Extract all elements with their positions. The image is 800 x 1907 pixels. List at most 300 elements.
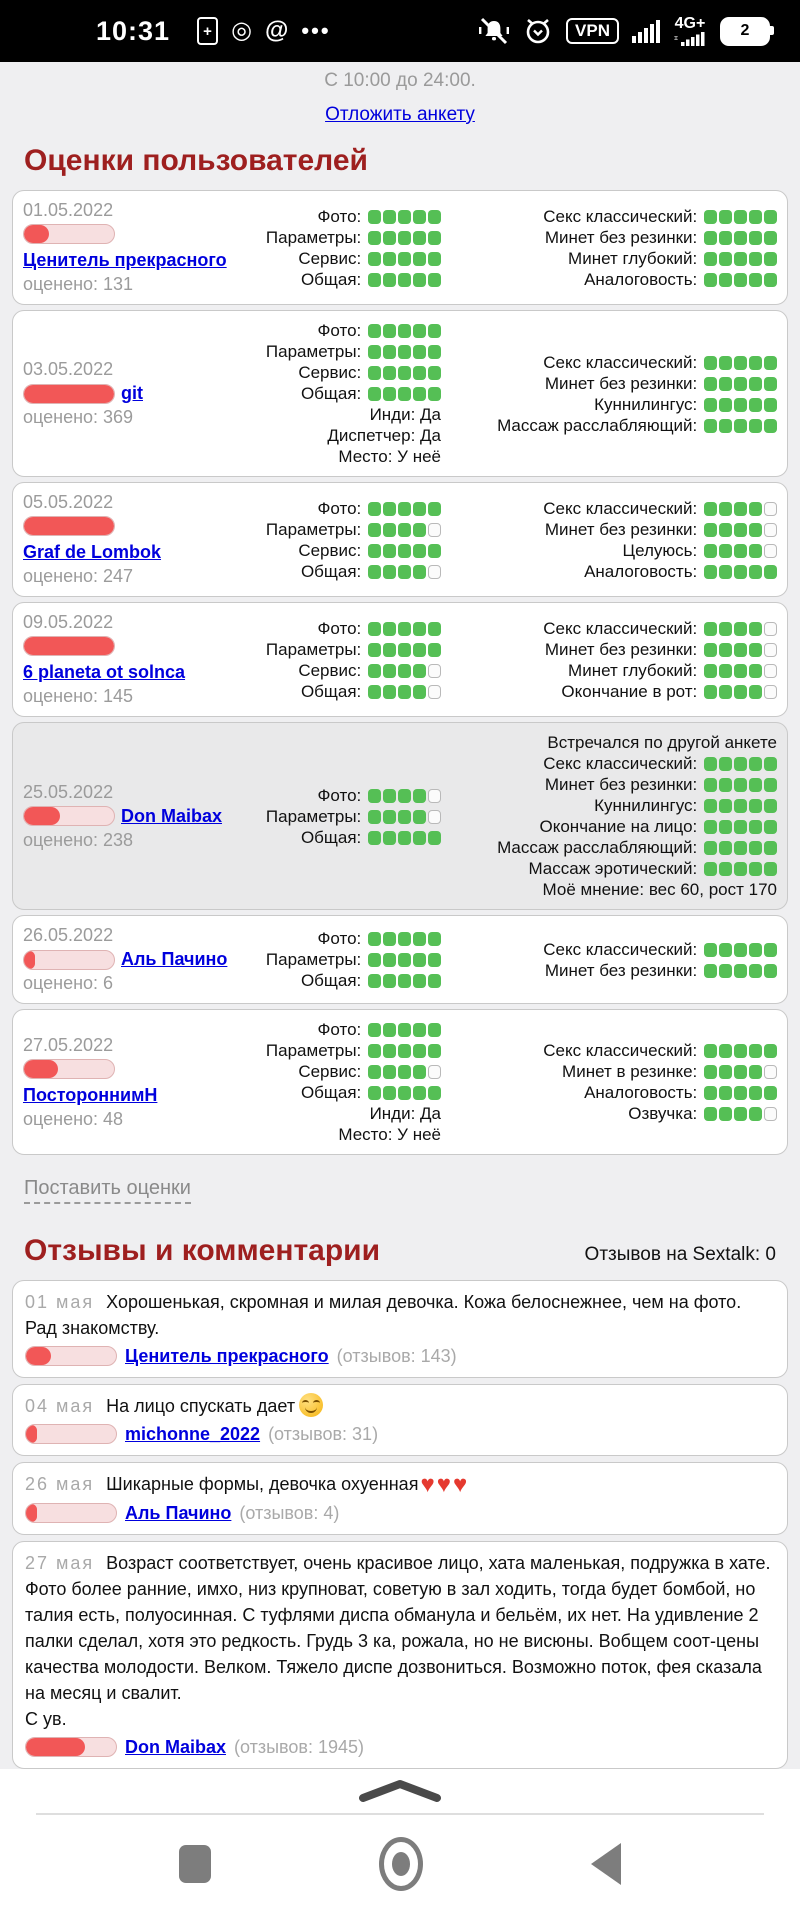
rating-row-label: Минет без резинки: [544, 227, 702, 247]
user-line [23, 806, 241, 827]
rating-squares [702, 249, 777, 268]
rating-square-filled [749, 1107, 762, 1121]
rating-squares [366, 828, 441, 847]
rating-square-filled [368, 953, 381, 967]
rating-square-filled [719, 273, 732, 287]
rating-squares [366, 562, 441, 581]
user-link[interactable]: Don Maibax [121, 805, 223, 826]
rating-square-filled [719, 778, 732, 792]
rating-square-filled [383, 789, 396, 803]
rating-row [441, 660, 777, 681]
rating-row [241, 928, 441, 949]
rating-squares [366, 1083, 441, 1102]
rating-square-filled [368, 565, 381, 579]
rating-square-filled [413, 1023, 426, 1037]
rating-squares [702, 228, 777, 247]
rating-square-filled [734, 565, 747, 579]
rating-square-filled [428, 974, 441, 988]
rating-squares [366, 249, 441, 268]
rating-square-filled [734, 841, 747, 855]
rating-card-middle [241, 785, 441, 848]
rating-card-left [23, 612, 241, 707]
review-text: 01 мая Хорошенькая, скромная и милая девочка. Кожа белоснежнее, чем на фото. Рад знакомству. [25, 1292, 742, 1338]
rating-row-label: Параметры: [265, 950, 366, 969]
rating-square-filled [749, 799, 762, 813]
rating-square-filled [749, 565, 762, 579]
rating-square-filled [413, 810, 426, 824]
rating-square-filled [704, 565, 717, 579]
rating-square-filled [704, 544, 717, 558]
rating-row-label: Общая: [300, 269, 366, 289]
review-text: 26 мая Шикарные формы, девочка охуенная♥♥♥ [25, 1471, 468, 1498]
rating-square-filled [428, 387, 441, 401]
rating-square-filled [734, 398, 747, 412]
rating-card-left [23, 359, 241, 428]
rating-square-filled [734, 1086, 747, 1100]
user-line [23, 224, 241, 271]
rating-extra-text: Моё мнение: вес 60, рост 170 [542, 880, 777, 899]
rating-square-filled [719, 252, 732, 266]
rating-square-empty [428, 664, 441, 678]
rating-square-filled [734, 799, 747, 813]
rating-card-left [23, 782, 241, 851]
rating-row [441, 206, 777, 227]
rating-row [441, 837, 777, 858]
rating-row-label: Общая: [300, 384, 366, 403]
rating-square-filled [398, 622, 411, 636]
rating-row [441, 816, 777, 837]
rating-square-filled [413, 643, 426, 657]
rating-square-filled [428, 366, 441, 380]
user-line [23, 1059, 241, 1106]
rating-square-filled [368, 622, 381, 636]
rating-square-filled [383, 810, 396, 824]
rating-square-filled [413, 565, 426, 579]
android-nav-bar [0, 1837, 800, 1891]
rating-square-filled [428, 324, 441, 338]
rating-square-filled [734, 356, 747, 370]
karma-bar [23, 806, 115, 826]
rating-square-filled [734, 622, 747, 636]
rating-row [241, 498, 441, 519]
rating-square-filled [428, 622, 441, 636]
rating-square-filled [398, 1023, 411, 1037]
rating-square-filled [734, 502, 747, 516]
rating-squares [702, 754, 777, 773]
rating-square-filled [413, 974, 426, 988]
rating-card-middle [241, 618, 441, 702]
rating-square-filled [383, 932, 396, 946]
karma-bar [25, 1503, 117, 1523]
bottom-divider [36, 1813, 764, 1815]
user-link[interactable]: Graf de Lombok [23, 542, 162, 562]
rating-squares [366, 640, 441, 659]
rating-square-filled [719, 664, 732, 678]
rating-squares [702, 961, 777, 980]
rating-row-label: Фото: [317, 498, 366, 518]
rating-date: 05.05.2022 [23, 492, 114, 512]
rating-square-filled [734, 862, 747, 876]
rating-row [441, 498, 777, 519]
rating-square-empty [764, 622, 777, 636]
rating-squares [702, 661, 777, 680]
signal-icon-2 [673, 31, 707, 46]
rating-square-filled [383, 387, 396, 401]
postpone-link[interactable]: Отложить анкету [325, 104, 475, 125]
rating-squares [702, 416, 777, 435]
rating-row [241, 227, 441, 248]
rating-square-filled [398, 324, 411, 338]
rating-row [241, 949, 441, 970]
rating-squares [366, 499, 441, 518]
rating-square-empty [764, 685, 777, 699]
back-icon[interactable] [591, 1843, 621, 1885]
karma-bar-fill [26, 1425, 37, 1443]
rating-row [441, 1103, 777, 1124]
rating-square-filled [719, 398, 732, 412]
rating-square-filled [719, 757, 732, 771]
rating-square-filled [749, 622, 762, 636]
rating-row [441, 774, 777, 795]
rating-square-filled [749, 502, 762, 516]
rating-square-filled [749, 377, 762, 391]
rating-row [441, 227, 777, 248]
review-cards-list [12, 1280, 788, 1769]
rating-square-filled [719, 964, 732, 978]
rating-square-filled [734, 757, 747, 771]
rating-row-label: Сервис: [298, 363, 366, 382]
status-bar-right [478, 16, 770, 46]
rating-square-filled [383, 1086, 396, 1100]
rating-square-filled [368, 831, 381, 845]
rating-extra-text: Инди: Да [369, 405, 441, 424]
alarm-icon [523, 16, 553, 46]
rating-row [241, 618, 441, 639]
rating-square-filled [413, 231, 426, 245]
rating-squares [366, 1020, 441, 1039]
rating-square-filled [398, 345, 411, 359]
rating-square-filled [764, 356, 777, 370]
karma-bar [23, 224, 115, 244]
rating-square-filled [413, 789, 426, 803]
karma-bar [25, 1424, 117, 1444]
rating-square-filled [413, 932, 426, 946]
rating-square-filled [719, 799, 732, 813]
rating-squares [366, 619, 441, 638]
rating-square-empty [764, 1065, 777, 1079]
rating-row [241, 248, 441, 269]
rating-square-filled [428, 932, 441, 946]
recents-icon[interactable] [179, 1845, 211, 1883]
rating-row-label: Параметры: [265, 806, 366, 826]
rating-square-filled [368, 1044, 381, 1058]
rating-date: 01.05.2022 [23, 200, 114, 220]
rating-square-filled [398, 664, 411, 678]
rating-row [241, 660, 441, 681]
karma-bar [23, 516, 115, 536]
rating-squares [366, 228, 441, 247]
heart-emoji: ♥ [436, 1471, 451, 1498]
rating-square-filled [704, 820, 717, 834]
user-link[interactable]: 6 planeta ot solnca [23, 662, 186, 682]
user-link[interactable]: michonne_2022 [125, 1424, 261, 1444]
rating-square-filled [719, 622, 732, 636]
rating-square-filled [368, 1065, 381, 1079]
rating-card [12, 190, 788, 305]
rating-row [241, 206, 441, 227]
rating-square-filled [734, 523, 747, 537]
rating-square-filled [734, 1107, 747, 1121]
rating-square-filled [734, 1065, 747, 1079]
rating-square-filled [764, 943, 777, 957]
rating-squares [702, 353, 777, 372]
rating-square-filled [368, 324, 381, 338]
rating-square-filled [704, 273, 717, 287]
rating-square-empty [428, 1065, 441, 1079]
rating-card-right [441, 206, 777, 290]
rating-row [441, 352, 777, 373]
rating-squares [702, 1083, 777, 1102]
rating-square-filled [719, 210, 732, 224]
rating-card-left [23, 200, 241, 295]
rating-square-filled [398, 685, 411, 699]
rating-square-filled [734, 1044, 747, 1058]
vpn-badge: VPN [566, 18, 619, 44]
karma-bar [23, 384, 115, 404]
user-line [23, 516, 241, 563]
rating-squares [366, 807, 441, 826]
rating-squares [366, 342, 441, 361]
rating-row [441, 519, 777, 540]
rating-square-filled [383, 324, 396, 338]
review-card [12, 1541, 788, 1769]
rating-row-label: Секс классический: [543, 618, 702, 638]
rating-square-filled [704, 1107, 717, 1121]
rating-square-filled [704, 643, 717, 657]
rating-card [12, 722, 788, 910]
rating-row [441, 960, 777, 981]
karma-bar-fill [24, 807, 60, 825]
rating-square-filled [749, 1044, 762, 1058]
rating-square-filled [764, 964, 777, 978]
rating-squares [366, 786, 441, 805]
rating-row-label: Массаж эротический: [528, 859, 702, 878]
rating-square-filled [734, 943, 747, 957]
karma-bar [25, 1737, 117, 1757]
review-text: 04 мая На лицо спускать дает [25, 1393, 775, 1419]
post-ratings-link[interactable]: Поставить оценки [24, 1177, 191, 1204]
rating-square-filled [749, 273, 762, 287]
rating-row-label: Сервис: [298, 1062, 366, 1081]
rating-square-filled [749, 964, 762, 978]
rating-row-label: Минет без резинки: [544, 960, 702, 980]
rating-row [241, 639, 441, 660]
postpone-wrap [0, 104, 800, 126]
rating-square-filled [398, 831, 411, 845]
rating-square-filled [398, 210, 411, 224]
rating-square-filled [398, 974, 411, 988]
rating-square-filled [428, 643, 441, 657]
rating-square-filled [368, 523, 381, 537]
rating-square-filled [383, 565, 396, 579]
review-card [12, 1280, 788, 1378]
rating-extra-text: Инди: Да [369, 1104, 441, 1123]
rating-square-filled [749, 231, 762, 245]
rating-square-filled [764, 799, 777, 813]
rating-square-filled [749, 643, 762, 657]
rating-card-right [441, 1040, 777, 1124]
rating-row-label: Минет без резинки: [544, 519, 702, 539]
rating-squares [702, 817, 777, 836]
rating-square-filled [749, 820, 762, 834]
rating-row [241, 341, 441, 362]
rating-row-label: Параметры: [265, 342, 366, 361]
rating-row-label: Озвучка: [628, 1104, 702, 1123]
rating-square-filled [734, 544, 747, 558]
rating-square-filled [719, 523, 732, 537]
rating-row-label: Параметры: [265, 639, 366, 659]
user-link[interactable]: Аль Пачино [125, 1503, 232, 1523]
rating-square-filled [719, 419, 732, 433]
rating-card-middle [241, 1019, 441, 1145]
rating-square-filled [368, 664, 381, 678]
rating-row [441, 639, 777, 660]
rating-row-label: Фото: [317, 929, 366, 948]
rated-count: оценено: 247 [23, 566, 134, 586]
smiling-face-emoji [299, 1393, 323, 1417]
review-author-line [25, 1734, 775, 1760]
rating-square-filled [413, 252, 426, 266]
rating-square-filled [719, 1107, 732, 1121]
rating-row-label: Общая: [300, 827, 366, 847]
rating-square-filled [413, 622, 426, 636]
rating-date: 25.05.2022 [23, 781, 114, 802]
rating-squares [702, 775, 777, 794]
rating-row-label: Фото: [317, 206, 366, 226]
rating-row [241, 269, 441, 290]
rating-square-filled [398, 231, 411, 245]
rating-square-filled [704, 398, 717, 412]
user-link[interactable]: Ценитель прекрасного [125, 1346, 329, 1366]
karma-bar [23, 1059, 115, 1079]
rating-row [441, 939, 777, 960]
rating-square-filled [398, 544, 411, 558]
rating-square-filled [764, 419, 777, 433]
rating-square-filled [734, 778, 747, 792]
rating-row [241, 561, 441, 582]
rating-square-filled [719, 820, 732, 834]
rating-square-filled [704, 685, 717, 699]
status-bar [0, 0, 800, 62]
signal-icon [632, 18, 660, 44]
rating-square-filled [704, 943, 717, 957]
rating-squares [702, 796, 777, 815]
review-card [12, 1384, 788, 1456]
rating-square-filled [719, 685, 732, 699]
user-link[interactable]: git [121, 383, 143, 403]
karma-bar-fill [26, 1738, 85, 1756]
rating-square-filled [428, 252, 441, 266]
rating-square-empty [428, 789, 441, 803]
rating-square-filled [734, 664, 747, 678]
rating-square-filled [764, 398, 777, 412]
review-author-line [25, 1500, 775, 1526]
rating-square-filled [734, 210, 747, 224]
karma-bar-fill [24, 1060, 58, 1078]
rating-squares [366, 207, 441, 226]
user-link[interactable]: ПостороннимН [23, 1084, 158, 1105]
review-count: (отзывов: 4) [239, 1503, 340, 1523]
rating-square-filled [749, 419, 762, 433]
chevron-up-handle[interactable] [355, 1777, 445, 1803]
rating-square-filled [383, 345, 396, 359]
karma-bar [23, 636, 115, 656]
rating-square-filled [704, 252, 717, 266]
spiral-icon: ◎ [231, 17, 253, 44]
rating-row [441, 1082, 777, 1103]
rating-square-filled [749, 778, 762, 792]
rating-square-filled [398, 366, 411, 380]
rating-square-filled [413, 831, 426, 845]
rating-squares [366, 1041, 441, 1060]
rating-row-label: Аналоговость: [584, 269, 702, 289]
rating-row [241, 362, 441, 383]
rating-card [12, 482, 788, 597]
user-link[interactable]: Аль Пачино [121, 949, 228, 969]
rating-squares [702, 1041, 777, 1060]
home-icon[interactable] [379, 1837, 423, 1891]
rating-square-filled [428, 544, 441, 558]
rating-square-filled [368, 932, 381, 946]
rating-squares [366, 270, 441, 289]
rating-squares [702, 541, 777, 560]
rating-square-filled [383, 366, 396, 380]
rating-squares [702, 640, 777, 659]
user-link[interactable]: Ценитель прекрасного [23, 250, 227, 270]
rating-square-filled [749, 210, 762, 224]
rating-square-filled [398, 502, 411, 516]
rating-row-label: Секс классический: [543, 206, 702, 226]
rating-square-filled [749, 685, 762, 699]
rating-square-filled [383, 544, 396, 558]
review-author-line [25, 1421, 775, 1447]
rating-square-filled [368, 1086, 381, 1100]
rating-row-label: Секс классический: [543, 939, 702, 959]
rating-squares [366, 971, 441, 990]
rating-card-right [441, 939, 777, 981]
rating-squares [366, 321, 441, 340]
rating-row [441, 618, 777, 639]
rating-card-left [23, 925, 241, 994]
rating-square-filled [413, 953, 426, 967]
rating-row [241, 970, 441, 991]
rating-square-filled [704, 1086, 717, 1100]
rating-square-filled [704, 210, 717, 224]
rated-count: оценено: 145 [23, 686, 134, 706]
rating-row-label: Сервис: [298, 660, 366, 680]
working-hours: С 10:00 до 24:00. [324, 70, 476, 91]
rating-card [12, 1009, 788, 1155]
rating-square-filled [383, 685, 396, 699]
rating-row-label: Секс классический: [543, 498, 702, 518]
rating-square-filled [764, 1044, 777, 1058]
network-signal-group [673, 14, 707, 46]
rating-square-filled [704, 502, 717, 516]
rating-square-filled [368, 974, 381, 988]
user-link[interactable]: Don Maibax [125, 1737, 227, 1757]
rating-square-filled [704, 523, 717, 537]
rating-square-filled [368, 502, 381, 516]
